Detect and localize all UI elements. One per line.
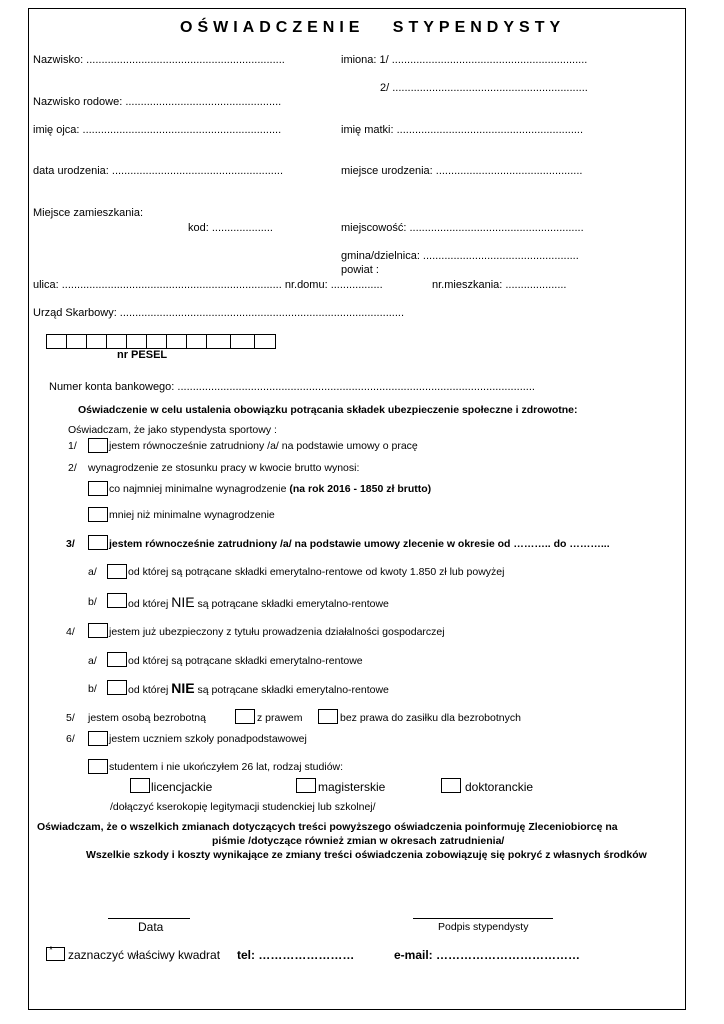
- tel-field[interactable]: tel: ……………………: [237, 948, 355, 962]
- data-signature-line: [108, 918, 190, 919]
- item-4-checkbox[interactable]: [88, 623, 108, 638]
- podpis-signature-line: [413, 918, 553, 919]
- item-2b-checkbox[interactable]: [88, 507, 108, 522]
- item-4-label: jestem już ubezpieczony z tytułu prowadzenia działalności gospodarczej: [109, 626, 445, 638]
- item-4b-letter: b/: [88, 683, 97, 695]
- item-4a-label: od której są potrącane składki emerytalno-rentowe: [128, 655, 363, 667]
- pesel-cell[interactable]: [127, 335, 147, 348]
- item-2-number: 2/: [68, 462, 77, 474]
- pesel-cell[interactable]: [167, 335, 187, 348]
- licencjackie-checkbox[interactable]: [130, 778, 150, 793]
- doktoranckie-label: doktoranckie: [465, 780, 534, 794]
- item-1-checkbox[interactable]: [88, 438, 108, 453]
- miejsce-zamieszkania-label: Miejsce zamieszkania:: [33, 207, 144, 219]
- item-4b-label: [128, 681, 389, 696]
- nr-mieszkania-field[interactable]: nr.mieszkania: ....................: [432, 279, 567, 291]
- item-3b-checkbox[interactable]: [107, 593, 127, 608]
- item-3b-nie: NIE: [171, 594, 195, 610]
- item-5b-checkbox[interactable]: [318, 709, 338, 724]
- kod-field[interactable]: kod: ....................: [188, 222, 273, 234]
- item-3b-label: [128, 595, 389, 610]
- item-7-checkbox[interactable]: [88, 759, 108, 774]
- data-urodzenia-field[interactable]: data urodzenia: ........................................................: [33, 165, 284, 177]
- imie-ojca-field[interactable]: imię ojca: .................................................................: [33, 124, 282, 136]
- email-field[interactable]: e-mail: ………………………………: [394, 948, 581, 962]
- urzad-skarbowy-field[interactable]: Urząd Skarbowy: .............................................................................................: [33, 307, 405, 319]
- imiona-1-field[interactable]: imiona: 1/ ................................................................: [341, 54, 588, 66]
- item-3b-letter: b/: [88, 596, 97, 608]
- pesel-cell[interactable]: [207, 335, 231, 348]
- doktoranckie-checkbox[interactable]: [441, 778, 461, 793]
- pesel-cell[interactable]: [147, 335, 167, 348]
- item-4-number: 4/: [66, 626, 75, 638]
- item-7-label: studentem i nie ukończyłem 26 lat, rodzaj studiów:: [109, 761, 344, 773]
- pesel-cell[interactable]: [47, 335, 67, 348]
- item-5a-label: z prawem: [257, 712, 303, 724]
- item-2a-label: [109, 484, 431, 495]
- pesel-cell[interactable]: [67, 335, 87, 348]
- item-3a-checkbox[interactable]: [107, 564, 127, 579]
- item-6-checkbox[interactable]: [88, 731, 108, 746]
- item-2b-label: mniej niż minimalne wynagrodzenie: [109, 509, 275, 521]
- magisterskie-checkbox[interactable]: [296, 778, 316, 793]
- form-title: OŚWIADCZENIE STYPENDYSTY: [180, 19, 566, 36]
- item-2a-checkbox[interactable]: [88, 481, 108, 496]
- pesel-cell[interactable]: [187, 335, 207, 348]
- item-5-label: jestem osobą bezrobotną: [88, 712, 206, 724]
- item-6-number: 6/: [66, 733, 75, 745]
- zaznaczyc-label: zaznaczyć właściwy kwadrat: [68, 948, 221, 962]
- item-3-label: jestem równocześnie zatrudniony /a/ na podstawie umowy zlecenie w okresie od ……….. do ………...: [109, 538, 610, 550]
- closing-line-2: piśmie /dotyczące również zmian w okresach zatrudnienia/: [212, 835, 505, 847]
- item-1-number: 1/: [68, 440, 77, 452]
- item-1-label: jestem równocześnie zatrudniony /a/ na podstawie umowy o pracę: [109, 440, 418, 452]
- closing-line-1: Oświadczam, że o wszelkich zmianach dotyczących treści powyższego oświadczenia poinformuję Zleceniobiorcę na: [37, 821, 618, 833]
- item-4a-checkbox[interactable]: [107, 652, 127, 667]
- pesel-boxes[interactable]: [46, 334, 276, 349]
- pesel-cell[interactable]: [255, 335, 275, 348]
- item-3-number: 3/: [66, 538, 75, 550]
- data-label: Data: [138, 920, 164, 934]
- nazwisko-field[interactable]: Nazwisko: .................................................................: [33, 54, 285, 66]
- item-6-label: jestem uczniem szkoły ponadpodstawowej: [109, 733, 307, 745]
- legitymacja-note: /dołączyć kserokopię legitymacji studenckiej lub szkolnej/: [110, 801, 376, 813]
- item-5a-checkbox[interactable]: [235, 709, 255, 724]
- item-4b-nie: NIE: [171, 680, 195, 696]
- closing-line-3: Wszelkie szkody i koszty wynikające ze zmiany treści oświadczenia zobowiązuję się pokryć z własnych środków: [86, 849, 647, 861]
- gmina-field[interactable]: gmina/dzielnica: ...................................................: [341, 250, 579, 262]
- item-2a-text: co najmniej minimalne wynagrodzenie: [109, 483, 290, 495]
- miejsce-urodzenia-field[interactable]: miejsce urodzenia: ................................................: [341, 165, 583, 177]
- nazwisko-rodowe-field[interactable]: Nazwisko rodowe: ...................................................: [33, 96, 282, 108]
- legend-star: *: [49, 945, 53, 956]
- declaration-intro: Oświadczam, że jako stypendysta sportowy :: [68, 424, 277, 436]
- item-3b-od-ktorej: od której: [128, 598, 169, 610]
- item-5-number: 5/: [66, 712, 75, 724]
- licencjackie-label: licencjackie: [151, 780, 213, 794]
- item-4b-checkbox[interactable]: [107, 680, 127, 695]
- pesel-cell[interactable]: [107, 335, 127, 348]
- item-3a-label: od której są potrącane składki emerytalno-rentowe od kwoty 1.850 zł lub powyżej: [128, 566, 505, 578]
- item-2-label: wynagrodzenie ze stosunku pracy w kwocie brutto wynosi:: [88, 462, 360, 474]
- item-5b-label: bez prawa do zasiłku dla bezrobotnych: [340, 712, 521, 724]
- imie-matki-field[interactable]: imię matki: .............................................................: [341, 124, 584, 136]
- declaration-heading: Oświadczenie w celu ustalenia obowiązku potrącania składek ubezpieczenie społeczne i zdrowotne:: [78, 404, 578, 416]
- item-3-checkbox[interactable]: [88, 535, 108, 550]
- pesel-cell[interactable]: [87, 335, 107, 348]
- nr-pesel-label: nr PESEL: [117, 349, 168, 361]
- item-3b-text: są potrącane składki emerytalno-rentowe: [197, 598, 389, 610]
- ulica-field[interactable]: ulica: ........................................................................ nr.domu: .................: [33, 279, 383, 291]
- pesel-cell[interactable]: [231, 335, 255, 348]
- item-4a-letter: a/: [88, 655, 97, 667]
- item-2a-amount: (na rok 2016 - 1850 zł brutto): [289, 483, 432, 495]
- imiona-2-field[interactable]: 2/ ................................................................: [380, 82, 588, 94]
- powiat-label: powiat :: [341, 264, 379, 276]
- item-4b-od-ktorej: od której: [128, 684, 169, 696]
- konto-bankowe-field[interactable]: Numer konta bankowego: .....................................................................................................................: [49, 381, 535, 393]
- miejscowosc-field[interactable]: miejscowość: .........................................................: [341, 222, 584, 234]
- item-3a-letter: a/: [88, 566, 97, 578]
- magisterskie-label: magisterskie: [318, 780, 386, 794]
- podpis-label: Podpis stypendysty: [438, 921, 529, 933]
- item-4b-text: są potrącane składki emerytalno-rentowe: [197, 684, 389, 696]
